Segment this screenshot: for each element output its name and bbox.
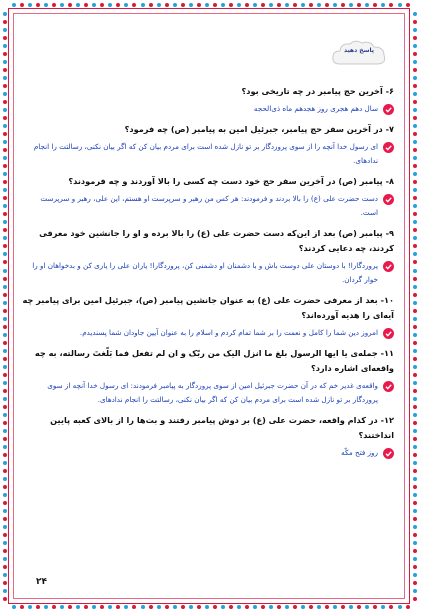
qa-item <box>22 122 394 168</box>
border-dot <box>3 116 7 120</box>
answer-7-text: ای رسول خدا آنچه را از سوی پروردگار بر تو نازل شده است برای مردم بیان کن که اگر بیان نکنی، رسالتت را انجام ندادهای. <box>33 142 378 165</box>
border-dot <box>132 605 136 609</box>
border-dot <box>381 3 385 7</box>
border-dot <box>413 244 417 248</box>
border-dot <box>413 309 417 313</box>
answer-10-text: امروز دین شما را کامل و نعمت را بر شما تمام کردم و اسلام را به عنوان آیین جاودان شما پسندیدم. <box>79 328 378 337</box>
border-dot <box>3 228 7 232</box>
border-dot <box>3 260 7 264</box>
border-dot <box>3 453 7 457</box>
border-dot <box>52 3 56 7</box>
border-dot <box>3 373 7 377</box>
border-dot <box>413 597 417 601</box>
border-dot <box>413 381 417 385</box>
border-dot <box>189 605 193 609</box>
border-dot <box>100 605 104 609</box>
border-dot <box>413 84 417 88</box>
border-dot <box>157 3 161 7</box>
border-dot <box>413 437 417 441</box>
border-dot <box>3 589 7 593</box>
answer-badge-cloud <box>330 38 388 70</box>
border-dot <box>3 317 7 321</box>
border-dot <box>44 3 48 7</box>
check-icon <box>383 448 394 459</box>
border-dot <box>413 565 417 569</box>
border-dot <box>413 581 417 585</box>
qa-item <box>22 226 394 287</box>
border-dot <box>413 36 417 40</box>
question-9: ۹- پیامبر (ص) بعد از این‌که دست حضرت علی (ع) را بالا برده و او را جانشین خود معرفی کردند، چه دعایی کردند؟ <box>39 228 394 253</box>
border-dot <box>406 3 410 7</box>
border-dot <box>413 453 417 457</box>
border-dot <box>413 557 417 561</box>
border-dot <box>3 76 7 80</box>
qa-list <box>22 84 394 466</box>
answer-9 <box>22 259 394 287</box>
border-dot <box>413 405 417 409</box>
border-dot <box>413 445 417 449</box>
border-dot <box>3 565 7 569</box>
border-dot <box>229 3 233 7</box>
border-dot <box>3 124 7 128</box>
border-dot <box>413 220 417 224</box>
border-dot <box>413 509 417 513</box>
border-dot <box>413 285 417 289</box>
answer-12 <box>22 446 394 460</box>
border-dot <box>413 260 417 264</box>
border-dot <box>3 204 7 208</box>
answer-6 <box>22 102 394 116</box>
border-dot <box>413 549 417 553</box>
border-dot <box>413 164 417 168</box>
border-dot <box>413 188 417 192</box>
border-dot <box>413 140 417 144</box>
border-dot <box>60 3 64 7</box>
border-dot <box>413 525 417 529</box>
border-dot <box>3 20 7 24</box>
border-dot <box>3 252 7 256</box>
border-dot <box>333 3 337 7</box>
answer-badge-label: پاسخ دهید <box>344 47 374 54</box>
border-dot <box>149 605 153 609</box>
border-dot <box>173 3 177 7</box>
border-dot <box>3 148 7 152</box>
border-dot <box>3 164 7 168</box>
border-dot <box>357 605 361 609</box>
border-dot <box>3 140 7 144</box>
border-dot <box>413 12 417 16</box>
border-dot <box>3 477 7 481</box>
border-dot <box>309 605 313 609</box>
border-dot <box>317 605 321 609</box>
border-dot <box>124 605 128 609</box>
border-dot <box>253 605 257 609</box>
question-11: ۱۱- جمله‌ی یا ایها الرسول بلغ ما انزل الیک من ربّک و ان لم تفعل فما بَلّغتَ رسالته، به چه واقعه‌ای اشاره دارد؟ <box>34 348 394 373</box>
border-dot <box>3 469 7 473</box>
border-dot <box>3 381 7 385</box>
border-dot <box>44 605 48 609</box>
border-dot <box>413 124 417 128</box>
border-dot <box>3 293 7 297</box>
border-dot <box>413 156 417 160</box>
border-dot <box>413 493 417 497</box>
border-dot <box>3 349 7 353</box>
border-dot <box>237 3 241 7</box>
border-dot <box>76 3 80 7</box>
border-dot <box>3 365 7 369</box>
border-dot <box>333 605 337 609</box>
border-dot <box>3 421 7 425</box>
border-dot <box>398 605 402 609</box>
border-dot <box>413 100 417 104</box>
border-dot <box>398 3 402 7</box>
border-dot <box>12 605 16 609</box>
border-dot <box>413 132 417 136</box>
border-dot <box>92 3 96 7</box>
border-dot <box>413 517 417 521</box>
border-dot <box>221 605 225 609</box>
border-dot <box>3 84 7 88</box>
border-dot <box>413 293 417 297</box>
question-12: ۱۲- در کدام واقعه، حضرت علی (ع) بر دوش پیامبر رفتند و بت‌ها را از بالای کعبه پایین انداختند؟ <box>50 415 394 440</box>
border-dot <box>173 605 177 609</box>
border-dot <box>3 509 7 513</box>
border-dot <box>3 429 7 433</box>
border-dot <box>132 3 136 7</box>
border-dot <box>124 3 128 7</box>
border-dot <box>84 3 88 7</box>
border-dot <box>3 285 7 289</box>
border-dot <box>413 76 417 80</box>
answer-6-text: سال دهم هجری روز هجدهم ماه ذی‌الحجه <box>253 104 378 113</box>
border-dot <box>285 605 289 609</box>
qa-item <box>22 413 394 460</box>
border-dot <box>3 581 7 585</box>
border-dot <box>189 3 193 7</box>
answer-9-text: پروردگارا! با دوستان علی دوست باش و با دشمنان او دشمنی کن، پروردگارا! یاران علی را یاری کن و بدخواهان او را خوار گردان. <box>32 261 378 284</box>
border-dot <box>269 605 273 609</box>
border-dot <box>365 3 369 7</box>
border-dot <box>3 100 7 104</box>
border-dot <box>277 3 281 7</box>
check-icon <box>383 104 394 115</box>
border-dot <box>116 3 120 7</box>
border-dot <box>413 204 417 208</box>
border-dot <box>413 180 417 184</box>
border-dot <box>3 525 7 529</box>
border-dot <box>413 317 417 321</box>
border-dot <box>413 28 417 32</box>
border-dot <box>3 557 7 561</box>
border-dot <box>277 605 281 609</box>
border-dot <box>3 236 7 240</box>
border-dot <box>221 3 225 7</box>
border-dot <box>100 3 104 7</box>
border-dot <box>413 116 417 120</box>
border-dot <box>229 605 233 609</box>
border-dot <box>205 605 209 609</box>
check-icon <box>383 194 394 205</box>
border-dot <box>413 333 417 337</box>
border-dot <box>413 429 417 433</box>
border-dot <box>60 605 64 609</box>
border-dot <box>413 325 417 329</box>
border-dot <box>341 3 345 7</box>
border-dot <box>3 341 7 345</box>
border-dot <box>413 236 417 240</box>
border-dot <box>357 3 361 7</box>
border-dot <box>76 605 80 609</box>
border-dot <box>3 573 7 577</box>
border-dot <box>36 605 40 609</box>
border-dot <box>157 605 161 609</box>
answer-11-text: واقعه‌ی غدیر خم که در آن حضرت جبرئیل امین از سوی پروردگار به پیامبر فرمودند: ای رسول خدا آنچه از سوی پروردگار بر تو نازل شده است برای مردم بیان کن که اگر بیان نکنی، رسالتت را انجام ندادهای. <box>47 381 378 404</box>
answer-12-text: روز فتح مکّه <box>341 448 378 457</box>
border-dot <box>3 196 7 200</box>
border-dot <box>413 389 417 393</box>
border-dot <box>3 36 7 40</box>
border-dot <box>413 212 417 216</box>
border-dot <box>3 485 7 489</box>
border-dot <box>141 3 145 7</box>
question-6: ۶- آخرین حج پیامبر در چه تاریخی بود؟ <box>241 86 394 96</box>
answer-7 <box>22 140 394 168</box>
check-icon <box>383 381 394 392</box>
border-dot <box>245 605 249 609</box>
question-8: ۸- پیامبر (ص) در آخرین سفر حج خود دست چه کسی را بالا آوردند و چه فرمودند؟ <box>68 176 394 186</box>
border-dot <box>3 333 7 337</box>
border-dot <box>149 3 153 7</box>
border-dot <box>317 3 321 7</box>
border-dot <box>3 357 7 361</box>
border-dot <box>3 92 7 96</box>
border-dot <box>413 148 417 152</box>
border-dot <box>413 60 417 64</box>
border-dot <box>413 365 417 369</box>
border-dot <box>3 132 7 136</box>
border-dot <box>413 301 417 305</box>
answer-8 <box>22 192 394 220</box>
border-dot <box>28 605 32 609</box>
border-dot <box>84 605 88 609</box>
border-dot <box>301 3 305 7</box>
border-dot <box>3 437 7 441</box>
border-dot <box>3 501 7 505</box>
border-dot <box>413 357 417 361</box>
border-dot <box>181 3 185 7</box>
border-dot <box>3 172 7 176</box>
border-dot <box>3 517 7 521</box>
border-dot <box>237 605 241 609</box>
border-dot <box>3 533 7 537</box>
answer-10 <box>22 326 394 340</box>
border-dot <box>3 493 7 497</box>
border-dot <box>413 277 417 281</box>
border-dot <box>3 549 7 553</box>
border-dot <box>413 541 417 545</box>
border-dot <box>413 252 417 256</box>
border-dot <box>413 269 417 273</box>
border-dot <box>165 605 169 609</box>
border-dot <box>12 3 16 7</box>
border-dot <box>165 3 169 7</box>
page-number: ۲۴ <box>36 577 47 587</box>
border-dot <box>3 309 7 313</box>
border-dot <box>3 597 7 601</box>
border-dot <box>413 573 417 577</box>
border-dot <box>389 3 393 7</box>
border-dot <box>325 605 329 609</box>
left-dot-border <box>3 12 9 602</box>
border-dot <box>3 461 7 465</box>
border-dot <box>269 3 273 7</box>
border-dot <box>3 397 7 401</box>
border-dot <box>413 373 417 377</box>
border-dot <box>3 413 7 417</box>
question-7: ۷- در آخرین سفر حج پیامبر، جبرئیل امین به پیامبر (ص) چه فرمود؟ <box>124 124 394 134</box>
border-dot <box>36 3 40 7</box>
border-dot <box>3 269 7 273</box>
border-dot <box>413 589 417 593</box>
border-dot <box>413 196 417 200</box>
border-dot <box>3 180 7 184</box>
border-dot <box>245 3 249 7</box>
border-dot <box>3 12 7 16</box>
border-dot <box>373 605 377 609</box>
border-dot <box>261 3 265 7</box>
border-dot <box>373 3 377 7</box>
border-dot <box>3 156 7 160</box>
qa-item <box>22 346 394 407</box>
border-dot <box>28 3 32 7</box>
border-dot <box>413 397 417 401</box>
border-dot <box>413 92 417 96</box>
border-dot <box>413 533 417 537</box>
border-dot <box>3 389 7 393</box>
border-dot <box>3 188 7 192</box>
border-dot <box>3 44 7 48</box>
border-dot <box>406 605 410 609</box>
qa-item <box>22 293 394 340</box>
border-dot <box>413 20 417 24</box>
answer-8-text: دست حضرت علی (ع) را بالا بردند و فرمودند: هر کس من رهبر و سرپرست او هستم، این علی، رهبر و سرپرست است. <box>40 194 378 217</box>
border-dot <box>413 477 417 481</box>
border-dot <box>413 68 417 72</box>
border-dot <box>389 605 393 609</box>
border-dot <box>20 3 24 7</box>
border-dot <box>3 68 7 72</box>
border-dot <box>141 605 145 609</box>
border-dot <box>181 605 185 609</box>
border-dot <box>413 108 417 112</box>
border-dot <box>365 605 369 609</box>
check-icon <box>383 261 394 272</box>
border-dot <box>20 605 24 609</box>
border-dot <box>52 605 56 609</box>
border-dot <box>413 421 417 425</box>
border-dot <box>3 28 7 32</box>
border-dot <box>413 228 417 232</box>
border-dot <box>413 44 417 48</box>
border-dot <box>3 52 7 56</box>
border-dot <box>116 605 120 609</box>
top-dot-border <box>12 3 410 9</box>
border-dot <box>301 605 305 609</box>
border-dot <box>3 244 7 248</box>
border-dot <box>3 445 7 449</box>
qa-item <box>22 174 394 220</box>
border-dot <box>413 485 417 489</box>
border-dot <box>413 461 417 465</box>
border-dot <box>293 3 297 7</box>
border-dot <box>213 3 217 7</box>
border-dot <box>253 3 257 7</box>
border-dot <box>285 3 289 7</box>
border-dot <box>213 605 217 609</box>
border-dot <box>3 60 7 64</box>
border-dot <box>309 3 313 7</box>
border-dot <box>349 3 353 7</box>
border-dot <box>92 605 96 609</box>
border-dot <box>108 3 112 7</box>
border-dot <box>3 405 7 409</box>
bottom-dot-border <box>12 605 410 611</box>
border-dot <box>413 349 417 353</box>
answer-11 <box>22 379 394 407</box>
border-dot <box>3 325 7 329</box>
border-dot <box>349 605 353 609</box>
border-dot <box>381 605 385 609</box>
question-10: ۱۰- بعد از معرفی حضرت علی (ع) به عنوان جانشین پیامبر (ص)، جبرئیل امین برای پیامبر چه آیه‌ای را هدیه آورده‌اند؟ <box>22 295 394 320</box>
border-dot <box>413 52 417 56</box>
border-dot <box>197 605 201 609</box>
border-dot <box>261 605 265 609</box>
border-dot <box>413 341 417 345</box>
check-icon <box>383 328 394 339</box>
border-dot <box>413 469 417 473</box>
border-dot <box>205 3 209 7</box>
border-dot <box>3 212 7 216</box>
border-dot <box>3 220 7 224</box>
border-dot <box>341 605 345 609</box>
border-dot <box>3 301 7 305</box>
border-dot <box>413 413 417 417</box>
border-dot <box>68 605 72 609</box>
border-dot <box>413 172 417 176</box>
border-dot <box>108 605 112 609</box>
border-dot <box>293 605 297 609</box>
border-dot <box>68 3 72 7</box>
check-icon <box>383 142 394 153</box>
border-dot <box>3 277 7 281</box>
border-dot <box>3 108 7 112</box>
border-dot <box>413 501 417 505</box>
qa-item <box>22 84 394 116</box>
border-dot <box>325 3 329 7</box>
border-dot <box>197 3 201 7</box>
border-dot <box>3 541 7 545</box>
right-dot-border <box>413 12 419 602</box>
